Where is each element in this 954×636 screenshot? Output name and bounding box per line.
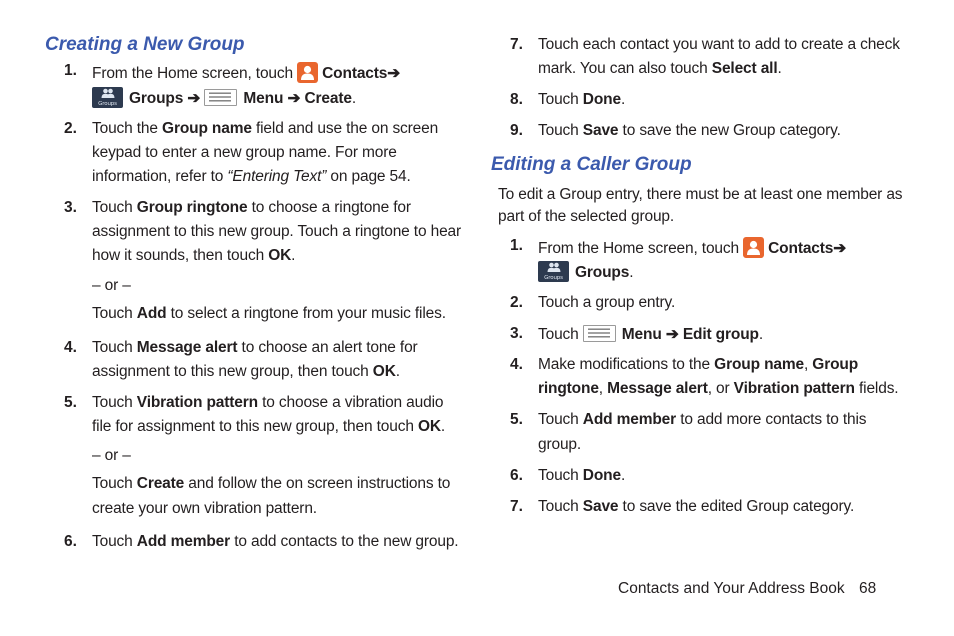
- punctuation: .: [629, 264, 634, 281]
- step-text: mark. You can also touch: [538, 60, 712, 77]
- menu-icon: [583, 325, 616, 342]
- step-number: 5.: [64, 394, 77, 411]
- step-text: ,: [803, 356, 813, 373]
- step-line: [92, 62, 400, 83]
- step-line: [92, 120, 438, 138]
- step-number: 6.: [510, 467, 523, 484]
- step-line: [92, 533, 458, 551]
- step-keyword: OK: [268, 247, 292, 264]
- step-line: Touch a group entry.: [538, 294, 676, 311]
- groups-icon-caption: Groups: [98, 101, 117, 107]
- step-number: 2.: [64, 120, 77, 137]
- step-keyword: Message alert: [136, 339, 238, 356]
- step-keyword: Vibration pattern: [136, 394, 258, 411]
- step-line: [538, 60, 782, 78]
- step-keyword: Group name: [714, 356, 804, 373]
- step-text: to select a ringtone from your music files.: [166, 305, 446, 322]
- step-line: [92, 418, 445, 436]
- step-text: to choose a vibration audio: [257, 394, 444, 411]
- punctuation: .: [351, 90, 356, 107]
- step-keyword: OK: [417, 418, 441, 435]
- step-text: and follow the on screen instructions to: [184, 475, 451, 492]
- step-keyword: OK: [372, 363, 396, 380]
- step-keyword: ringtone: [538, 380, 599, 397]
- step-line: [92, 305, 446, 323]
- intro-line: To edit a Group entry, there must be at least one member as: [498, 186, 903, 203]
- step-line: [538, 467, 625, 485]
- step-text: Touch: [538, 326, 583, 343]
- step-text: Touch: [92, 394, 137, 411]
- arrow-icon: ➔: [287, 90, 301, 107]
- step-line: [538, 122, 841, 140]
- step-keyword: Save: [582, 122, 619, 139]
- page-number: 68: [859, 580, 877, 597]
- step-text: Make modifications to the: [538, 356, 715, 373]
- step-text: Touch: [92, 533, 137, 550]
- cross-reference: “Entering Text”: [227, 168, 327, 185]
- step-text: Touch: [538, 467, 583, 484]
- step-line: [538, 380, 898, 398]
- step-line: [538, 411, 866, 429]
- step-text: information, refer to: [92, 168, 228, 185]
- step-text: .: [620, 91, 626, 108]
- step-line: keypad to enter a new group name. For more: [92, 144, 397, 161]
- step-keyword: Save: [582, 498, 619, 515]
- step-text: assignment to this new group, then touch: [92, 363, 373, 380]
- contacts-icon: [297, 62, 318, 83]
- step-number: 9.: [510, 122, 523, 139]
- arrow-icon: ➔: [665, 326, 679, 343]
- intro-line: part of the selected group.: [498, 208, 675, 225]
- step-text: to add more contacts to this: [676, 411, 867, 428]
- step-text: .: [440, 418, 446, 435]
- step-text: to save the new Group category.: [618, 122, 841, 139]
- menu-label: Menu: [243, 90, 284, 107]
- step-number: 7.: [510, 36, 523, 53]
- step-line: [92, 363, 400, 381]
- step-line: [92, 87, 356, 108]
- step-number: 4.: [64, 339, 77, 356]
- or-separator: – or –: [92, 277, 131, 294]
- contacts-label: Contacts: [768, 240, 834, 257]
- step-text: how it sounds, then touch: [92, 247, 269, 264]
- step-keyword: Create: [136, 475, 185, 492]
- step-line: [92, 394, 443, 412]
- step-keyword: Message alert: [607, 380, 708, 397]
- groups-icon: [538, 261, 569, 282]
- step-keyword: Group ringtone: [136, 199, 248, 216]
- step-number: 6.: [64, 533, 77, 550]
- step-line: [538, 325, 763, 344]
- step-text: .: [291, 247, 296, 264]
- step-text: Touch: [92, 305, 137, 322]
- step-text: , or: [707, 380, 734, 397]
- step-keyword: Group name: [162, 120, 252, 137]
- groups-label: Groups: [575, 264, 630, 281]
- step-text: .: [395, 363, 400, 380]
- step-text: ,: [598, 380, 608, 397]
- step-keyword: Select all: [711, 60, 778, 77]
- menu-label: Menu: [621, 326, 662, 343]
- step-keyword: Add member: [582, 411, 677, 428]
- step-keyword: Add: [136, 305, 167, 322]
- step-text: Touch: [538, 122, 583, 139]
- step-line: [92, 247, 295, 265]
- step-text: Touch: [92, 199, 137, 216]
- contacts-icon: [743, 237, 764, 258]
- step-text: to save the edited Group category.: [618, 498, 855, 515]
- step-text: Touch: [92, 339, 137, 356]
- step-text: Touch: [538, 498, 583, 515]
- step-line: [92, 339, 418, 357]
- step-keyword: Add member: [136, 533, 231, 550]
- edit-group-label: Edit group: [682, 326, 759, 343]
- step-line: [538, 91, 625, 109]
- step-line: [538, 237, 846, 258]
- step-number: 7.: [510, 498, 523, 515]
- step-text: to add contacts to the new group.: [230, 533, 459, 550]
- step-text: From the Home screen, touch: [92, 65, 298, 82]
- step-text: From the Home screen, touch: [538, 240, 744, 257]
- step-text: file for assignment to this new group, then touch: [92, 418, 418, 435]
- step-line: [538, 498, 854, 516]
- step-line: [538, 261, 633, 282]
- step-text: Touch: [538, 411, 583, 428]
- step-number: 3.: [64, 199, 77, 216]
- step-number: 1.: [64, 62, 77, 79]
- step-number: 5.: [510, 411, 523, 428]
- step-text: Touch the: [92, 120, 163, 137]
- punctuation: .: [758, 326, 764, 343]
- step-text: Touch: [92, 475, 137, 492]
- step-keyword: Done: [582, 91, 621, 108]
- section-heading-creating-group: Creating a New Group: [45, 34, 245, 55]
- step-keyword: Vibration pattern: [733, 380, 855, 397]
- step-line: [92, 199, 411, 217]
- groups-icon-caption: Groups: [544, 275, 563, 281]
- step-line: create your own vibration pattern.: [92, 500, 317, 517]
- step-line: [92, 168, 411, 186]
- step-text: fields.: [854, 380, 899, 397]
- step-line: Touch each contact you want to add to create a check: [538, 36, 900, 53]
- step-text: on page 54.: [326, 168, 411, 185]
- arrow-icon: ➔: [187, 90, 201, 107]
- step-text: .: [777, 60, 782, 77]
- step-text: field and use the on screen: [251, 120, 439, 137]
- step-number: 3.: [510, 325, 523, 342]
- groups-label: Groups: [129, 90, 184, 107]
- create-label: Create: [304, 90, 352, 107]
- step-text: to choose a ringtone for: [247, 199, 411, 216]
- step-text: to choose an alert tone for: [237, 339, 418, 356]
- step-number: 4.: [510, 356, 523, 373]
- step-number: 8.: [510, 91, 523, 108]
- step-line: [92, 475, 450, 493]
- menu-icon: [204, 89, 237, 106]
- step-number: 1.: [510, 237, 523, 254]
- step-line: group.: [538, 436, 582, 453]
- arrow-icon: ➔: [387, 65, 401, 82]
- groups-icon: [92, 87, 123, 108]
- step-text: Touch: [538, 91, 583, 108]
- or-separator: – or –: [92, 447, 131, 464]
- step-text: .: [620, 467, 626, 484]
- step-number: 2.: [510, 294, 523, 311]
- step-line: assignment to this new group. Touch a ringtone to hear: [92, 223, 462, 240]
- step-line: [538, 356, 858, 374]
- arrow-icon: ➔: [833, 240, 847, 257]
- step-keyword: Group: [812, 356, 859, 373]
- footer-section-title: Contacts and Your Address Book: [618, 580, 845, 597]
- contacts-label: Contacts: [322, 65, 388, 82]
- step-keyword: Done: [582, 467, 621, 484]
- section-heading-editing-group: Editing a Caller Group: [491, 154, 692, 175]
